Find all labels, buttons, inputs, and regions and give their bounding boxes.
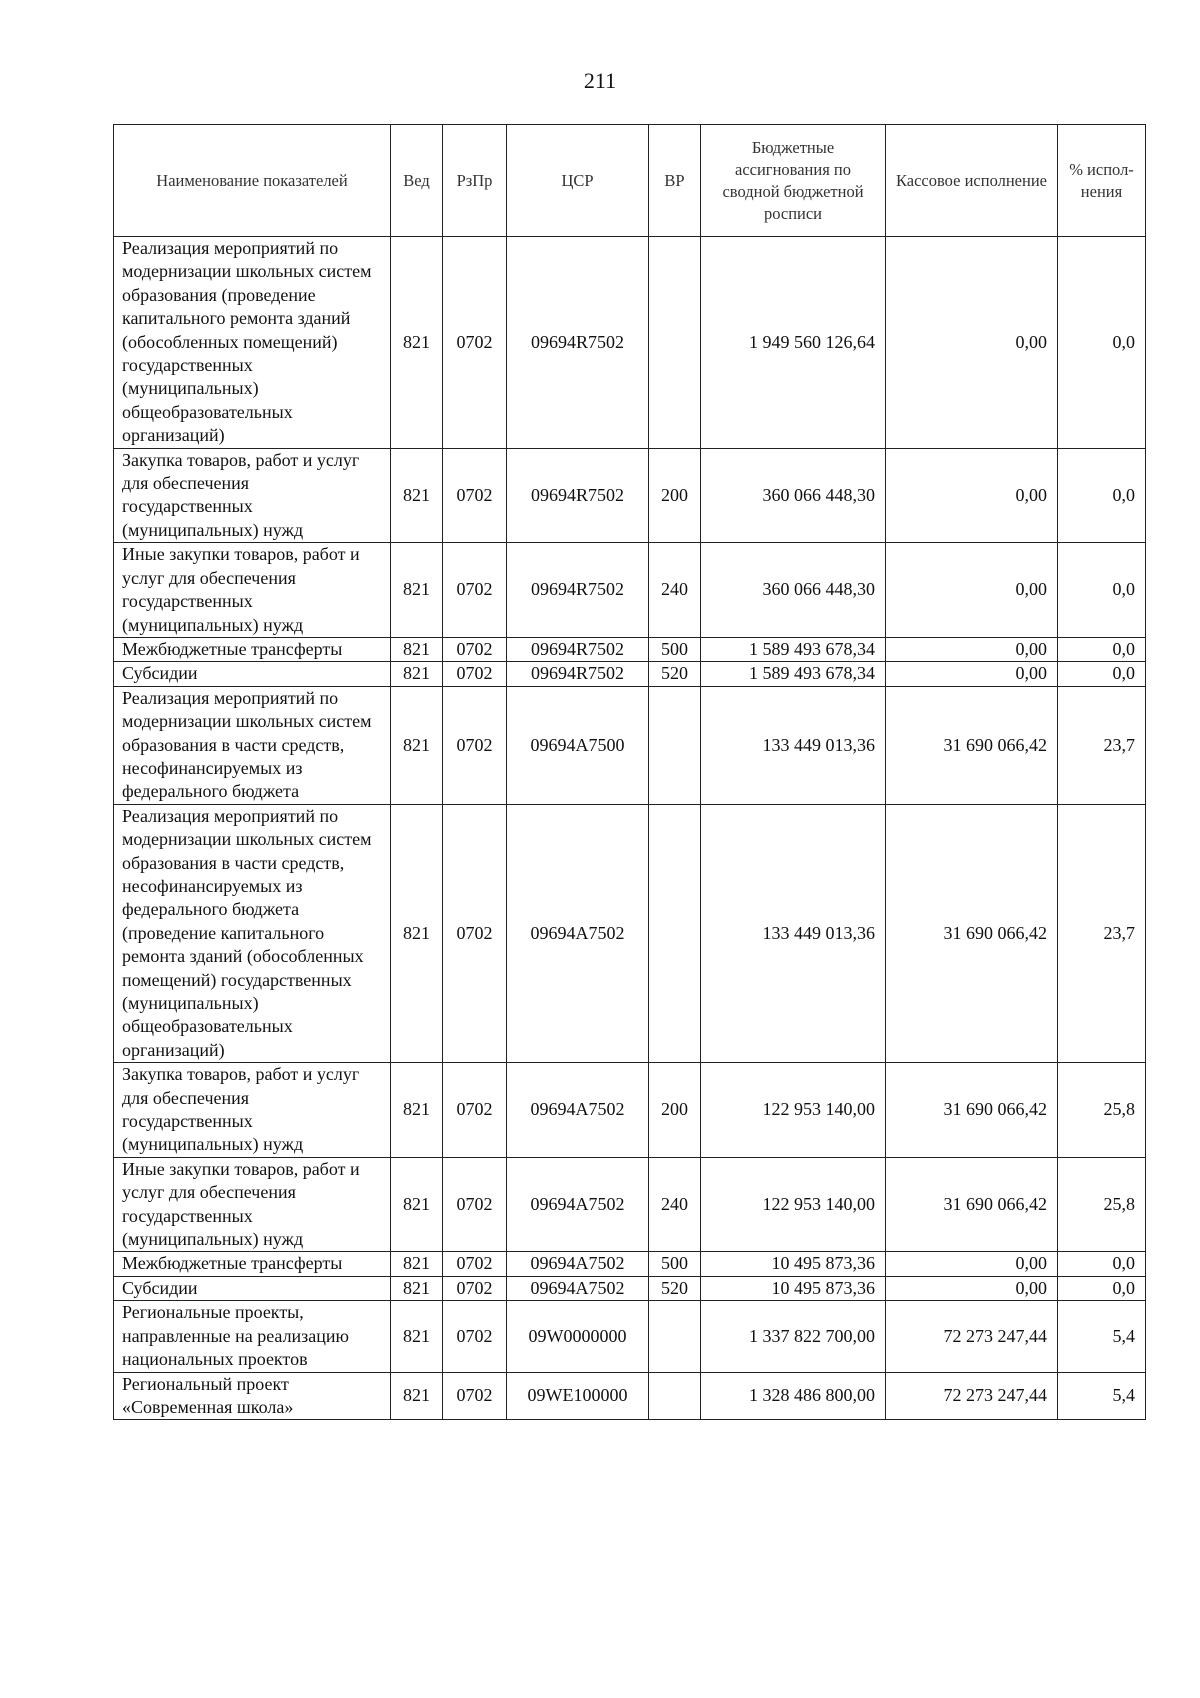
row-budget: 133 449 013,36: [701, 804, 886, 1062]
row-name: Региональные проекты, направленные на реализацию национальных проектов: [114, 1301, 391, 1372]
table-row: [114, 1157, 1146, 1252]
row-csr: 09694R7502: [507, 543, 649, 638]
row-rzpr: 0702: [443, 1276, 507, 1300]
row-csr: 09694A7502: [507, 1276, 649, 1300]
row-cash: 72 273 247,44: [886, 1301, 1058, 1372]
row-csr: 09W0000000: [507, 1301, 649, 1372]
table-row: [114, 1276, 1146, 1300]
table-row: [114, 804, 1146, 1062]
table-row: [114, 686, 1146, 804]
row-budget: 122 953 140,00: [701, 1157, 886, 1252]
row-ved: 821: [391, 686, 443, 804]
row-budget: 1 589 493 678,34: [701, 637, 886, 661]
row-vr: [649, 1301, 701, 1372]
row-ved: 821: [391, 1301, 443, 1372]
row-percent: 25,8: [1058, 1157, 1146, 1252]
row-percent: 5,4: [1058, 1301, 1146, 1372]
row-cash: 31 690 066,42: [886, 1063, 1058, 1158]
page-number: 211: [583, 68, 617, 93]
row-name: Иные закупки товаров, работ и услуг для обеспечения государственных (муниципальных) нужд: [114, 543, 391, 638]
row-cash: 0,00: [886, 1252, 1058, 1276]
row-ved: 821: [391, 543, 443, 638]
row-rzpr: 0702: [443, 1157, 507, 1252]
row-budget: 1 337 822 700,00: [701, 1301, 886, 1372]
header-rzpr: РзПр: [443, 125, 507, 237]
row-csr: 09694A7502: [507, 1063, 649, 1158]
row-rzpr: 0702: [443, 1372, 507, 1420]
row-cash: 0,00: [886, 1276, 1058, 1300]
row-cash: 31 690 066,42: [886, 686, 1058, 804]
row-name: Реализация мероприятий по модернизации школьных систем образования (проведение капитального ремонта зданий (обособленных помещений) государственных (муниципальных) общеобразовательных организаций): [114, 237, 391, 449]
row-cash: 0,00: [886, 662, 1058, 686]
row-vr: 240: [649, 1157, 701, 1252]
row-cash: 31 690 066,42: [886, 1157, 1058, 1252]
row-percent: 23,7: [1058, 686, 1146, 804]
row-csr: 09694R7502: [507, 662, 649, 686]
row-vr: [649, 1372, 701, 1420]
row-budget: 1 949 560 126,64: [701, 237, 886, 449]
row-percent: 5,4: [1058, 1372, 1146, 1420]
row-name: Межбюджетные трансферты: [114, 1252, 391, 1276]
row-csr: 09694A7502: [507, 1157, 649, 1252]
row-ved: 821: [391, 1372, 443, 1420]
row-budget: 122 953 140,00: [701, 1063, 886, 1158]
table-row: [114, 1301, 1146, 1372]
row-ved: 821: [391, 1063, 443, 1158]
header-ved: Вед: [391, 125, 443, 237]
row-vr: [649, 686, 701, 804]
table-row: [114, 1063, 1146, 1158]
row-ved: 821: [391, 804, 443, 1062]
header-csr: ЦСР: [507, 125, 649, 237]
row-vr: [649, 804, 701, 1062]
table-header-row: [114, 125, 1146, 237]
row-budget: 1 589 493 678,34: [701, 662, 886, 686]
table-row: [114, 1252, 1146, 1276]
row-percent: 0,0: [1058, 1252, 1146, 1276]
row-budget: 133 449 013,36: [701, 686, 886, 804]
row-percent: 23,7: [1058, 804, 1146, 1062]
table-row: [114, 543, 1146, 638]
row-ved: 821: [391, 637, 443, 661]
row-name: Региональный проект «Современная школа»: [114, 1372, 391, 1420]
row-csr: 09694A7500: [507, 686, 649, 804]
table-row: [114, 637, 1146, 661]
table-row: [114, 662, 1146, 686]
row-ved: 821: [391, 1252, 443, 1276]
row-csr: 09694R7502: [507, 637, 649, 661]
row-cash: 0,00: [886, 543, 1058, 638]
row-percent: 25,8: [1058, 1063, 1146, 1158]
row-percent: 0,0: [1058, 543, 1146, 638]
row-rzpr: 0702: [443, 1063, 507, 1158]
row-name: Закупка товаров, работ и услуг для обеспечения государственных (муниципальных) нужд: [114, 1063, 391, 1158]
row-csr: 09694R7502: [507, 237, 649, 449]
row-name: Реализация мероприятий по модернизации школьных систем образования в части средств, несофинансируемых из федерального бюджета: [114, 686, 391, 804]
row-budget: 10 495 873,36: [701, 1252, 886, 1276]
row-name: Субсидии: [114, 1276, 391, 1300]
row-rzpr: 0702: [443, 237, 507, 449]
row-cash: 0,00: [886, 637, 1058, 661]
header-name: Наименование показателей: [114, 125, 391, 237]
row-rzpr: 0702: [443, 686, 507, 804]
row-rzpr: 0702: [443, 1252, 507, 1276]
row-ved: 821: [391, 1157, 443, 1252]
row-vr: 200: [649, 1063, 701, 1158]
row-name: Субсидии: [114, 662, 391, 686]
row-vr: 240: [649, 543, 701, 638]
row-vr: 520: [649, 1276, 701, 1300]
row-budget: 1 328 486 800,00: [701, 1372, 886, 1420]
row-rzpr: 0702: [443, 448, 507, 543]
row-rzpr: 0702: [443, 662, 507, 686]
row-ved: 821: [391, 662, 443, 686]
header-percent: % испол-нения: [1058, 125, 1146, 237]
header-cash: Кассовое исполнение: [886, 125, 1058, 237]
table-row: [114, 448, 1146, 543]
row-percent: 0,0: [1058, 448, 1146, 543]
budget-table: [113, 124, 1146, 1420]
row-percent: 0,0: [1058, 237, 1146, 449]
row-csr: 09694R7502: [507, 448, 649, 543]
row-cash: 72 273 247,44: [886, 1372, 1058, 1420]
row-rzpr: 0702: [443, 804, 507, 1062]
row-name: Иные закупки товаров, работ и услуг для обеспечения государственных (муниципальных) нужд: [114, 1157, 391, 1252]
row-cash: 0,00: [886, 237, 1058, 449]
table-row: [114, 237, 1146, 449]
row-cash: 31 690 066,42: [886, 804, 1058, 1062]
row-rzpr: 0702: [443, 543, 507, 638]
row-percent: 0,0: [1058, 662, 1146, 686]
row-csr: 09WE100000: [507, 1372, 649, 1420]
row-vr: 500: [649, 1252, 701, 1276]
row-vr: 500: [649, 637, 701, 661]
row-ved: 821: [391, 1276, 443, 1300]
row-vr: [649, 237, 701, 449]
row-csr: 09694A7502: [507, 1252, 649, 1276]
row-rzpr: 0702: [443, 637, 507, 661]
row-csr: 09694A7502: [507, 804, 649, 1062]
row-budget: 10 495 873,36: [701, 1276, 886, 1300]
header-budget: Бюджетные ассигнования по сводной бюджетной росписи: [701, 125, 886, 237]
row-rzpr: 0702: [443, 1301, 507, 1372]
row-budget: 360 066 448,30: [701, 543, 886, 638]
row-vr: 200: [649, 448, 701, 543]
row-percent: 0,0: [1058, 1276, 1146, 1300]
row-percent: 0,0: [1058, 637, 1146, 661]
row-cash: 0,00: [886, 448, 1058, 543]
table-row: [114, 1372, 1146, 1420]
row-name: Закупка товаров, работ и услуг для обеспечения государственных (муниципальных) нужд: [114, 448, 391, 543]
header-vr: ВР: [649, 125, 701, 237]
row-ved: 821: [391, 448, 443, 543]
row-vr: 520: [649, 662, 701, 686]
row-ved: 821: [391, 237, 443, 449]
row-name: Межбюджетные трансферты: [114, 637, 391, 661]
row-name: Реализация мероприятий по модернизации школьных систем образования в части средств, несофинансируемых из федерального бюджета (проведение капитального ремонта зданий (обособленных помещений) государственных (муниципальных) общеобразовательных организаций): [114, 804, 391, 1062]
row-budget: 360 066 448,30: [701, 448, 886, 543]
